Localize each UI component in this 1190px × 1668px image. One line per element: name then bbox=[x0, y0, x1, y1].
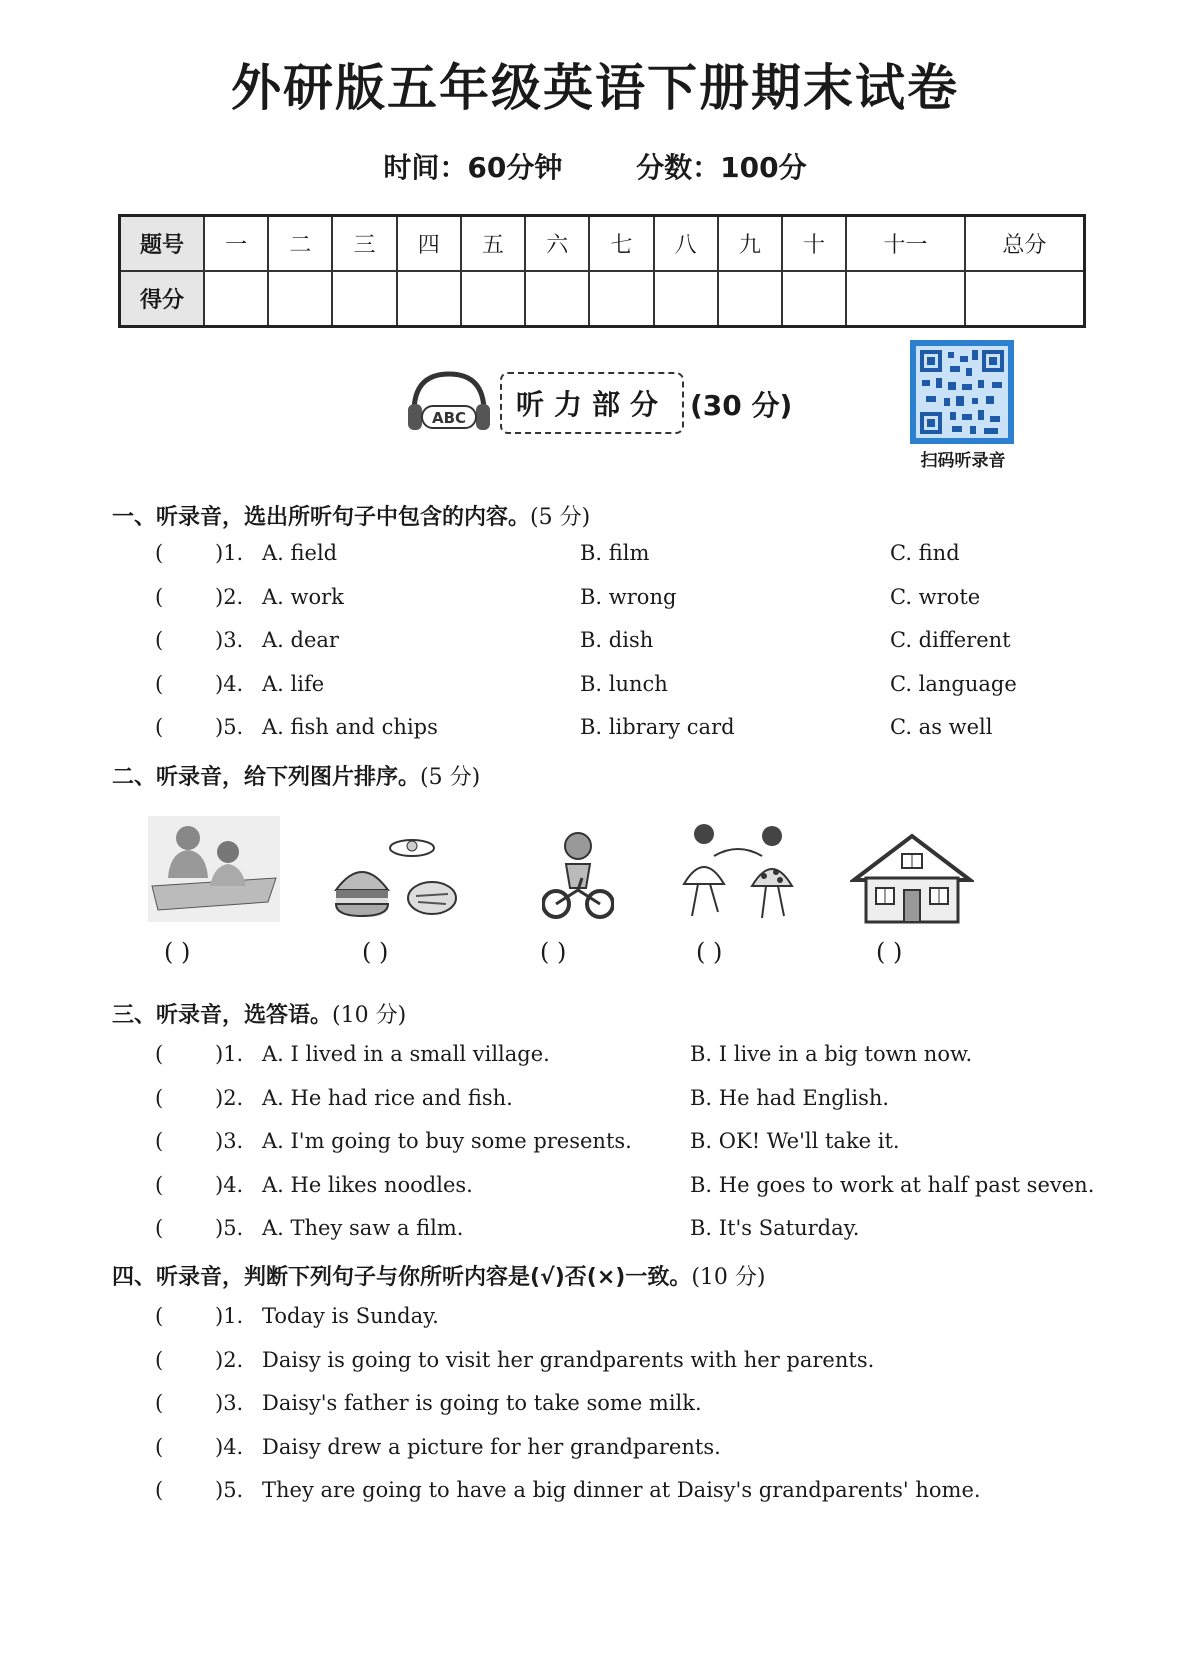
house-picture bbox=[850, 832, 974, 924]
option-b: B. lunch bbox=[580, 672, 668, 696]
score-cell[interactable] bbox=[965, 271, 1085, 327]
option-b: B. wrong bbox=[580, 585, 677, 609]
score-cell[interactable] bbox=[204, 271, 268, 327]
answer-paren[interactable]: ( bbox=[155, 1348, 164, 1372]
score-cell[interactable] bbox=[589, 271, 653, 327]
teacher-and-student-picture bbox=[148, 816, 280, 922]
section4-title bbox=[112, 1260, 765, 1291]
option-c: C. find bbox=[890, 541, 960, 565]
statement-text: Daisy's father is going to take some milk. bbox=[262, 1391, 702, 1415]
section3-item bbox=[0, 1173, 1190, 1203]
section1-title bbox=[112, 500, 590, 531]
item-number: )4. bbox=[215, 672, 244, 696]
score-table-row1-label: 题号 bbox=[120, 216, 205, 272]
score-cell[interactable] bbox=[332, 271, 396, 327]
answer-paren[interactable]: ( bbox=[155, 1435, 164, 1459]
answer-paren[interactable]: ( ) bbox=[876, 938, 903, 966]
option-c: C. as well bbox=[890, 715, 993, 739]
score-table-col: 一 bbox=[204, 216, 268, 272]
section2-title-text: 二、听录音，给下列图片排序。 bbox=[112, 765, 421, 790]
option-b: B. OK! We'll take it. bbox=[690, 1129, 900, 1153]
section3-title-text: 三、听录音，选答语。 bbox=[112, 1003, 333, 1028]
item-number: )1. bbox=[215, 541, 244, 565]
qr-code-icon[interactable] bbox=[910, 340, 1014, 444]
section4-item bbox=[0, 1391, 1190, 1421]
section1-item bbox=[0, 628, 1190, 658]
option-a: A. They saw a film. bbox=[262, 1216, 464, 1240]
statement-text: They are going to have a big dinner at Daisy's grandparents' home. bbox=[262, 1478, 981, 1502]
section1-item bbox=[0, 672, 1190, 702]
section3-item bbox=[0, 1129, 1190, 1159]
option-b: B. library card bbox=[580, 715, 735, 739]
statement-text: Daisy drew a picture for her grandparents. bbox=[262, 1435, 721, 1459]
qr-code-label: 扫码听录音 bbox=[920, 451, 1006, 471]
section4-item bbox=[0, 1478, 1190, 1508]
score-table-header-row bbox=[120, 216, 1085, 272]
item-number: )1. bbox=[215, 1042, 244, 1066]
section4-item bbox=[0, 1304, 1190, 1334]
section3-item bbox=[0, 1042, 1190, 1072]
score-table-col: 四 bbox=[397, 216, 461, 272]
section3-title bbox=[112, 998, 406, 1029]
option-b: B. It's Saturday. bbox=[690, 1216, 860, 1240]
score-table-col: 十一 bbox=[846, 216, 965, 272]
answer-paren[interactable]: ( bbox=[155, 541, 164, 565]
section3-item bbox=[0, 1086, 1190, 1116]
item-number: )4. bbox=[215, 1435, 244, 1459]
exam-score: 分数：100分 bbox=[636, 151, 807, 184]
score-table-col: 三 bbox=[332, 216, 396, 272]
answer-paren[interactable]: ( bbox=[155, 1042, 164, 1066]
option-c: C. language bbox=[890, 672, 1017, 696]
option-b: B. He had English. bbox=[690, 1086, 890, 1110]
answer-paren[interactable]: ( bbox=[155, 1478, 164, 1502]
section2-score: (5 分) bbox=[420, 765, 481, 790]
option-a: A. He likes noodles. bbox=[262, 1173, 473, 1197]
option-a: A. He had rice and fish. bbox=[262, 1086, 513, 1110]
option-b: B. I live in a big town now. bbox=[690, 1042, 973, 1066]
item-number: )3. bbox=[215, 628, 244, 652]
section1-item bbox=[0, 715, 1190, 745]
answer-paren[interactable]: ( bbox=[155, 1304, 164, 1328]
section4-score: (10 分) bbox=[691, 1265, 766, 1290]
option-b: B. dish bbox=[580, 628, 654, 652]
score-table-col: 七 bbox=[589, 216, 653, 272]
answer-paren[interactable]: ( bbox=[155, 1173, 164, 1197]
score-table-col: 二 bbox=[268, 216, 332, 272]
option-a: A. I'm going to buy some presents. bbox=[262, 1129, 632, 1153]
item-number: )3. bbox=[215, 1391, 244, 1415]
page-title: 外研版五年级英语下册期末试卷 bbox=[231, 59, 959, 117]
answer-paren[interactable]: ( bbox=[155, 1086, 164, 1110]
score-table-col: 总分 bbox=[965, 216, 1085, 272]
answer-paren[interactable]: ( bbox=[155, 628, 164, 652]
answer-paren[interactable]: ( ) bbox=[164, 938, 191, 966]
answer-paren[interactable]: ( ) bbox=[540, 938, 567, 966]
item-number: )1. bbox=[215, 1304, 244, 1328]
item-number: )2. bbox=[215, 1086, 244, 1110]
section3-score: (10 分) bbox=[332, 1003, 407, 1028]
answer-paren[interactable]: ( bbox=[155, 1129, 164, 1153]
statement-text: Today is Sunday. bbox=[262, 1304, 439, 1328]
listening-section-label: 听力部分 bbox=[500, 372, 684, 434]
score-cell[interactable] bbox=[782, 271, 846, 327]
section1-score: (5 分) bbox=[530, 505, 591, 530]
score-cell[interactable] bbox=[654, 271, 718, 327]
score-cell[interactable] bbox=[397, 271, 461, 327]
answer-paren[interactable]: ( bbox=[155, 585, 164, 609]
item-number: )3. bbox=[215, 1129, 244, 1153]
section4-item bbox=[0, 1348, 1190, 1378]
hamburger-and-fried-egg-picture bbox=[332, 836, 462, 922]
section4-title-text: 四、听录音，判断下列句子与你所听内容是(√)否(×)一致。 bbox=[112, 1265, 692, 1290]
boy-on-bike-picture bbox=[542, 830, 614, 922]
option-c: C. different bbox=[890, 628, 1011, 652]
option-a: A. dear bbox=[262, 628, 339, 652]
score-cell[interactable] bbox=[461, 271, 525, 327]
score-table bbox=[118, 214, 1086, 328]
score-cell[interactable] bbox=[268, 271, 332, 327]
option-b: B. film bbox=[580, 541, 650, 565]
score-table-col: 九 bbox=[718, 216, 782, 272]
option-a: A. work bbox=[262, 585, 344, 609]
score-table-row2-label: 得分 bbox=[120, 271, 205, 327]
answer-paren[interactable]: ( bbox=[155, 1216, 164, 1240]
listening-section-score: (30 分) bbox=[690, 389, 793, 422]
answer-paren[interactable]: ( ) bbox=[362, 938, 389, 966]
item-number: )4. bbox=[215, 1173, 244, 1197]
section1-item bbox=[0, 585, 1190, 615]
score-table-col: 六 bbox=[525, 216, 589, 272]
headphone-icon bbox=[404, 368, 494, 434]
answer-paren[interactable]: ( ) bbox=[696, 938, 723, 966]
section3-item bbox=[0, 1216, 1190, 1246]
item-number: )2. bbox=[215, 1348, 244, 1372]
item-number: )5. bbox=[215, 1478, 244, 1502]
section1-item bbox=[0, 541, 1190, 571]
item-number: )5. bbox=[215, 1216, 244, 1240]
exam-time: 时间：60分钟 bbox=[383, 151, 563, 184]
option-c: C. wrote bbox=[890, 585, 981, 609]
exam-info bbox=[0, 146, 1190, 186]
section1-title-text: 一、听录音，选出所听句子中包含的内容。 bbox=[112, 505, 531, 530]
option-a: A. I lived in a small village. bbox=[262, 1042, 550, 1066]
option-a: A. life bbox=[262, 672, 325, 696]
score-table-col: 八 bbox=[654, 216, 718, 272]
answer-paren[interactable]: ( bbox=[155, 1391, 164, 1415]
statement-text: Daisy is going to visit her grandparents with her parents. bbox=[262, 1348, 875, 1372]
score-cell[interactable] bbox=[718, 271, 782, 327]
abc-badge: ABC bbox=[431, 409, 467, 427]
option-a: A. fish and chips bbox=[262, 715, 438, 739]
answer-paren[interactable]: ( bbox=[155, 672, 164, 696]
option-b: B. He goes to work at half past seven. bbox=[690, 1173, 1095, 1197]
answer-paren[interactable]: ( bbox=[155, 715, 164, 739]
score-table-col: 十 bbox=[782, 216, 846, 272]
item-number: )2. bbox=[215, 585, 244, 609]
item-number: )5. bbox=[215, 715, 244, 739]
option-a: A. field bbox=[262, 541, 338, 565]
section4-item bbox=[0, 1435, 1190, 1465]
score-table-score-row bbox=[120, 271, 1085, 327]
score-cell[interactable] bbox=[525, 271, 589, 327]
section2-title bbox=[112, 760, 480, 791]
score-table-col: 五 bbox=[461, 216, 525, 272]
dancing-girls-picture bbox=[668, 820, 808, 924]
score-cell[interactable] bbox=[846, 271, 965, 327]
